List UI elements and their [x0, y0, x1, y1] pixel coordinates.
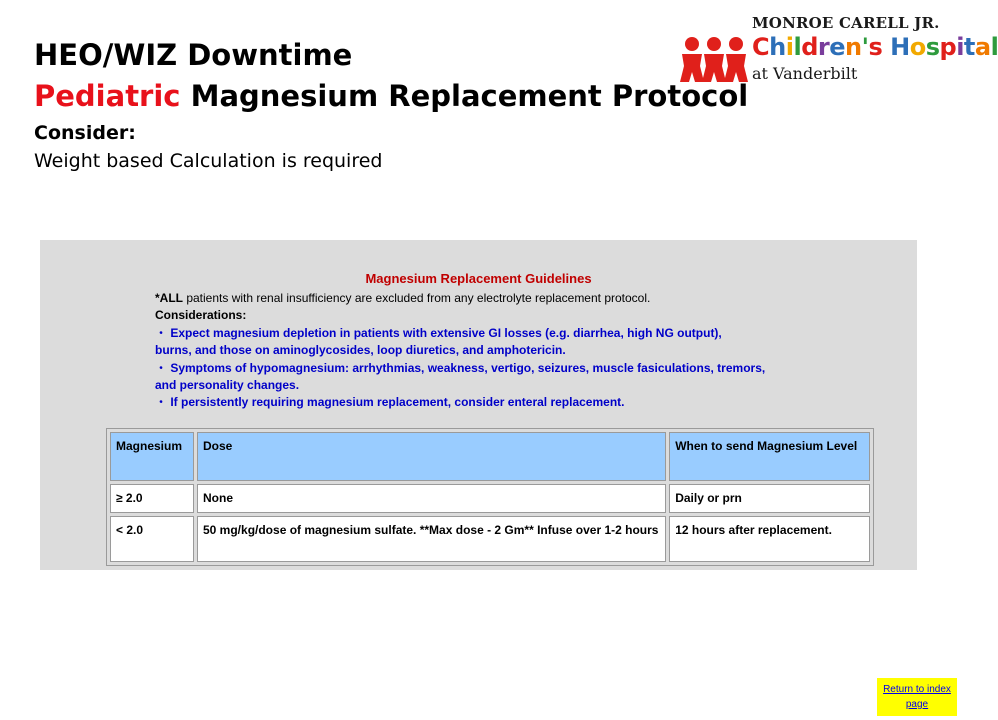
- logo-line-1: MONROE CARELL JR.: [752, 14, 940, 32]
- table-cell: Daily or prn: [669, 484, 870, 513]
- bullet-line: ・ Expect magnesium depletion in patients with extensive GI losses (e.g. diarrhea, high NG output),: [155, 325, 722, 340]
- bullet-line: ・ Symptoms of hypomagnesium: arrhythmias, weakness, vertigo, seizures, muscle fasiculations, tremors,: [155, 360, 766, 375]
- logo-letter: d: [801, 33, 818, 61]
- guidelines-panel: [40, 240, 917, 570]
- considerations-label: Considerations:: [155, 308, 247, 323]
- guidelines-notes: [155, 290, 855, 412]
- table-cell: None: [197, 484, 666, 513]
- table-cell: ≥ 2.0: [110, 484, 194, 513]
- exclusion-rest: patients with renal insufficiency are excluded from any electrolyte replacement protocol.: [183, 291, 651, 305]
- exclusion-note: [155, 290, 855, 307]
- logo-letter: ': [861, 33, 869, 61]
- table-header-cell: Magnesium: [110, 432, 194, 481]
- logo-line-2: [752, 30, 998, 64]
- magnesium-table: [106, 428, 874, 566]
- subtitle-rest: Magnesium Replacement Protocol: [180, 79, 749, 113]
- logo-letter: l: [793, 33, 802, 61]
- table-header-row: [110, 432, 870, 481]
- table-cell: 12 hours after replacement.: [669, 516, 870, 562]
- logo-letter: r: [817, 33, 830, 61]
- table-cell: 50 mg/kg/dose of magnesium sulfate. **Max dose - 2 Gm** Infuse over 1-2 hours: [197, 516, 666, 562]
- logo-letter: e: [829, 33, 845, 61]
- hospital-logo: [680, 14, 998, 86]
- page-title: HEO/WIZ Downtime: [34, 38, 353, 72]
- subtitle-accent: Pediatric: [34, 79, 181, 113]
- return-to-index-link[interactable]: Return to index page: [877, 678, 957, 716]
- page-subtitle: [34, 77, 748, 115]
- bullet-line: burns, and those on aminoglycosides, loop diuretics, and amphotericin.: [155, 343, 566, 358]
- children-figures-icon: [680, 36, 748, 84]
- table-cell: < 2.0: [110, 516, 194, 562]
- logo-letter: o: [909, 33, 926, 61]
- consider-text: Weight based Calculation is required: [34, 150, 383, 172]
- table-header-cell: Dose: [197, 432, 666, 481]
- guidelines-title: Magnesium Replacement Guidelines: [365, 271, 592, 286]
- logo-letter: s: [868, 33, 883, 61]
- consider-label: Consider:: [34, 122, 136, 144]
- logo-letter: t: [963, 33, 975, 61]
- bullet-line: and personality changes.: [155, 378, 300, 393]
- logo-letter: C: [752, 33, 770, 61]
- logo-letter: s: [925, 33, 940, 61]
- logo-line-3: at Vanderbilt: [752, 64, 858, 83]
- logo-letter: h: [769, 33, 786, 61]
- table-header-cell: When to send Magnesium Level: [669, 432, 870, 481]
- logo-letter: i: [956, 33, 964, 61]
- bullet-line: ・ If persistently requiring magnesium replacement, consider enteral replacement.: [155, 395, 625, 410]
- logo-letter: [882, 33, 890, 61]
- logo-letter: i: [785, 33, 794, 61]
- table-row: [110, 516, 870, 562]
- logo-letter: a: [974, 33, 991, 61]
- table-row: [110, 484, 870, 513]
- logo-letter: p: [939, 33, 957, 61]
- logo-letter: H: [890, 33, 910, 61]
- logo-letter: n: [845, 33, 862, 61]
- logo-letter: l: [990, 33, 998, 61]
- exclusion-bold: *ALL: [155, 291, 183, 305]
